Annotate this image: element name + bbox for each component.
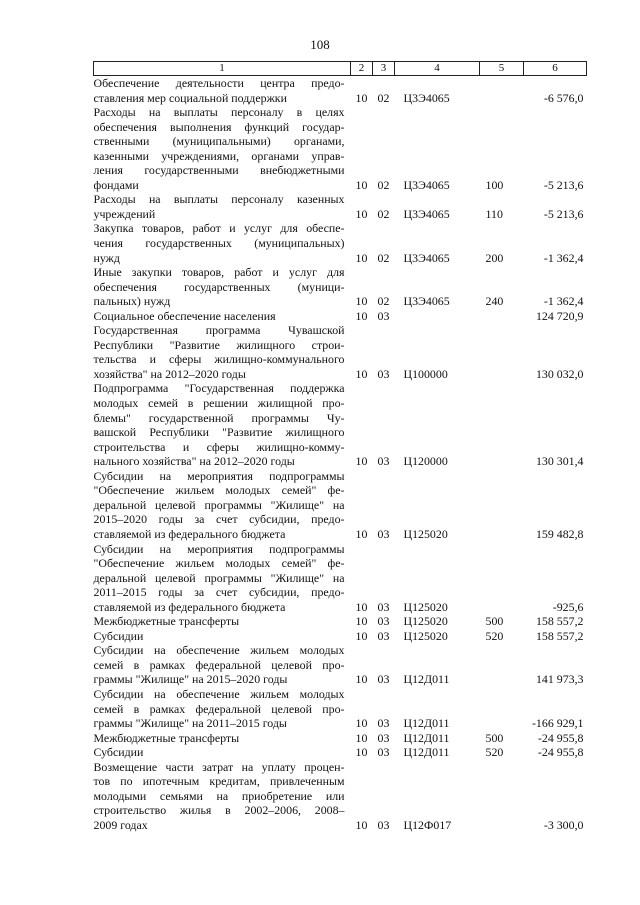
amount: -24 955,8 (537, 745, 584, 760)
section-code: 10 (355, 599, 368, 614)
header-row (94, 62, 587, 76)
row-name-line: чения государственных (муниципальных) (93, 236, 345, 251)
amount: -1 362,4 (543, 250, 584, 265)
section-code: 10 (355, 90, 368, 105)
row-name-line: граммы "Жилище" на 2011–2015 годы (93, 716, 287, 731)
section-code: 10 (355, 366, 368, 381)
expense-type-code: 200 (485, 250, 504, 265)
subsection-code: 03 (377, 672, 390, 687)
amount: -925,6 (552, 599, 584, 614)
target-article-code: Ц12Ф017 (403, 817, 452, 832)
expense-type-code: 240 (485, 294, 504, 309)
subsection-code: 02 (377, 177, 390, 192)
row-name-line: семей в рамках федеральной целевой про- (93, 657, 345, 672)
row-name-line: Субсидии на мероприятия подпрограммы (93, 468, 345, 483)
subsection-code: 02 (377, 206, 390, 221)
target-article-code: Ц3Э4065 (403, 177, 450, 192)
row-name-line: нужд (93, 250, 120, 265)
col-header-1: 1 (94, 62, 351, 76)
table-row (94, 192, 587, 221)
subsection-code: 03 (377, 730, 390, 745)
row-name (94, 469, 351, 542)
col-header-5: 5 (480, 62, 524, 76)
subsection-code: 03 (377, 716, 390, 731)
amount: 158 557,2 (535, 614, 584, 629)
target-article-code: Ц12Д011 (403, 672, 450, 687)
section-code: 10 (355, 716, 368, 731)
table-row (94, 687, 587, 731)
amount: 159 482,8 (535, 526, 584, 541)
row-name-line: Межбюджетные трансферты (93, 730, 240, 745)
target-article-code (395, 309, 480, 324)
expense-type-code (480, 381, 524, 468)
amount: -1 362,4 (543, 294, 584, 309)
row-name (94, 265, 351, 309)
amount: 158 557,2 (535, 628, 584, 643)
col-header-2: 2 (351, 62, 373, 76)
table-row (94, 309, 587, 324)
expense-type-code (480, 323, 524, 381)
table-row (94, 381, 587, 468)
table-row (94, 731, 587, 746)
expense-type-code (480, 687, 524, 731)
subsection-code: 02 (377, 250, 390, 265)
row-name-line: Обеспечение деятельности центра предо- (93, 76, 345, 90)
subsection-code: 03 (377, 817, 390, 832)
amount: -166 929,1 (531, 716, 584, 731)
row-name (94, 105, 351, 192)
budget-table (93, 61, 587, 832)
row-name-line: ставляемой из федерального бюджета (93, 526, 286, 541)
row-name-line: Республики "Развитие жилищного строи- (93, 337, 345, 352)
target-article-code: Ц12Д011 (403, 730, 450, 745)
row-name (94, 731, 351, 746)
target-article-code: Ц125020 (403, 599, 448, 614)
row-name-line: Расходы на выплаты персоналу в целях (93, 105, 345, 120)
row-name-line: учреждений (93, 206, 156, 221)
target-article-code: Ц125020 (403, 628, 448, 643)
row-name (94, 542, 351, 615)
section-code: 10 (355, 250, 368, 265)
row-name-line: строительства и сферы жилищно-комму- (93, 439, 345, 454)
row-name-line: молодых семей в решении жилищной про- (93, 396, 345, 411)
row-name-line: семей в рамках федеральной целевой про- (93, 701, 345, 716)
amount: 124 720,9 (535, 308, 584, 323)
section-code: 10 (355, 526, 368, 541)
row-name-line: деральной целевой программы "Жилище" на (93, 570, 345, 585)
row-name-line: строительство жилья в 2002–2006, 2008– (93, 803, 345, 818)
row-name-line: тельства и сферы жилищно-коммунального (93, 352, 345, 367)
row-name-line: 2011–2015 годы за счет субсидии, предо- (93, 585, 345, 600)
table-row (94, 745, 587, 760)
col-header-3: 3 (373, 62, 395, 76)
expense-type-code: 520 (485, 745, 504, 760)
row-name-line: Подпрограмма "Государственная поддержка (93, 381, 345, 396)
row-name-line: Субсидии на обеспечение жильем молодых (93, 686, 345, 701)
row-name (94, 309, 351, 324)
target-article-code: Ц12Д011 (403, 745, 450, 760)
row-name-line: Иные закупки товаров, работ и услуг для (93, 265, 345, 280)
section-code: 10 (355, 294, 368, 309)
table-row (94, 760, 587, 833)
section-code: 10 (355, 206, 368, 221)
row-name-line: Межбюджетные трансферты (93, 614, 240, 629)
amount: -24 955,8 (537, 730, 584, 745)
subsection-code: 02 (377, 294, 390, 309)
target-article-code: Ц125020 (403, 614, 448, 629)
subsection-code: 02 (377, 90, 390, 105)
row-name (94, 687, 351, 731)
row-name (94, 381, 351, 468)
row-name (94, 643, 351, 687)
amount: -6 576,0 (543, 90, 584, 105)
amount: -5 213,6 (543, 206, 584, 221)
amount: -3 300,0 (543, 817, 584, 832)
row-name-line: ставления мер социальной поддержки (93, 90, 287, 105)
expense-type-code (480, 760, 524, 833)
subsection-code: 03 (377, 308, 390, 323)
row-name-line: 2015–2020 годы за счет субсидии, предо- (93, 512, 345, 527)
target-article-code: Ц100000 (403, 366, 448, 381)
row-name (94, 221, 351, 265)
table-row (94, 469, 587, 542)
row-name (94, 614, 351, 629)
row-name-line: ставляемой из федерального бюджета (93, 599, 286, 614)
section-code: 10 (355, 730, 368, 745)
row-name-line: вашской Республики "Развитие жилищного (93, 425, 345, 440)
table-row (94, 643, 587, 687)
row-name (94, 192, 351, 221)
target-article-code: Ц120000 (403, 454, 448, 469)
row-name-line: граммы "Жилище" на 2015–2020 годы (93, 672, 288, 687)
section-code: 10 (355, 454, 368, 469)
section-code: 10 (355, 614, 368, 629)
row-name-line: тов по ипотечным кредитам, привлеченным (93, 774, 345, 789)
amount: -5 213,6 (543, 177, 584, 192)
row-name-line: казенными учреждениями, органами управ- (93, 148, 345, 163)
row-name-line: обеспечения выполнения функций государ- (93, 119, 345, 134)
row-name-line: Субсидии на мероприятия подпрограммы (93, 541, 345, 556)
expense-type-code (480, 309, 524, 324)
table-row (94, 265, 587, 309)
row-name-line: Возмещение части затрат на уплату процен- (93, 759, 345, 774)
expense-type-code: 520 (485, 628, 504, 643)
row-name-line: Субсидии на обеспечение жильем молодых (93, 643, 345, 658)
row-name-line: Государственная программа Чувашской (93, 323, 345, 338)
row-name-line: Субсидии (93, 628, 144, 643)
row-name-line: ственными (муниципальными) органами, (93, 134, 345, 149)
table-row (94, 614, 587, 629)
table-row (94, 629, 587, 644)
expense-type-code (480, 643, 524, 687)
section-code: 10 (355, 817, 368, 832)
section-code: 10 (355, 745, 368, 760)
table-row (94, 542, 587, 615)
expense-type-code (480, 76, 524, 106)
subsection-code: 03 (377, 628, 390, 643)
amount: 130 301,4 (535, 454, 584, 469)
row-name-line: "Обеспечение жильем молодых семей" фе- (93, 556, 345, 571)
table-row (94, 323, 587, 381)
expense-type-code: 100 (485, 177, 504, 192)
row-name-line: нального хозяйства" на 2012–2020 годы (93, 454, 295, 469)
section-code: 10 (355, 177, 368, 192)
page-number: 108 (310, 37, 330, 52)
amount: 130 032,0 (535, 366, 584, 381)
table-row (94, 76, 587, 106)
table-row (94, 221, 587, 265)
row-name-line: "Обеспечение жильем молодых семей" фе- (93, 483, 345, 498)
row-name-line: обеспечения государственных (муници- (93, 279, 345, 294)
row-name-line: Расходы на выплаты персоналу казенных (93, 192, 345, 207)
row-name-line: деральной целевой программы "Жилище" на (93, 497, 345, 512)
row-name-line: ления государственными внебюджетными (93, 163, 345, 178)
row-name-line: Социальное обеспечение населения (93, 308, 276, 323)
subsection-code: 03 (377, 745, 390, 760)
target-article-code: Ц3Э4065 (403, 250, 450, 265)
row-name-line: хозяйства" на 2012–2020 годы (93, 366, 246, 381)
expense-type-code (480, 542, 524, 615)
col-header-6: 6 (524, 62, 587, 76)
row-name (94, 76, 351, 106)
expense-type-code: 500 (485, 730, 504, 745)
row-name-line: блемы" государственной программы Чу- (93, 410, 345, 425)
row-name-line: 2009 годах (93, 817, 148, 832)
subsection-code: 03 (377, 614, 390, 629)
expense-type-code: 110 (485, 206, 503, 221)
target-article-code: Ц3Э4065 (403, 206, 450, 221)
row-name (94, 323, 351, 381)
subsection-code: 03 (377, 526, 390, 541)
subsection-code: 03 (377, 599, 390, 614)
row-name (94, 760, 351, 833)
subsection-code: 03 (377, 454, 390, 469)
row-name-line: фондами (93, 177, 139, 192)
target-article-code: Ц12Д011 (403, 716, 450, 731)
section-code: 10 (355, 672, 368, 687)
expense-type-code (480, 469, 524, 542)
row-name-line: Закупка товаров, работ и услуг для обеспе- (93, 221, 345, 236)
target-article-code: Ц125020 (403, 526, 448, 541)
target-article-code: Ц3Э4065 (403, 294, 450, 309)
col-header-4: 4 (395, 62, 480, 76)
expense-type-code: 500 (485, 614, 504, 629)
row-name-line: Субсидии (93, 745, 144, 760)
target-article-code: Ц3Э4065 (403, 90, 450, 105)
amount: 141 973,3 (535, 672, 584, 687)
row-name (94, 745, 351, 760)
section-code: 10 (355, 628, 368, 643)
row-name-line: пальных) нужд (93, 294, 171, 309)
row-name-line: молодыми семьями на приобретение или (93, 788, 345, 803)
section-code: 10 (355, 308, 368, 323)
row-name (94, 629, 351, 644)
subsection-code: 03 (377, 366, 390, 381)
table-row (94, 105, 587, 192)
